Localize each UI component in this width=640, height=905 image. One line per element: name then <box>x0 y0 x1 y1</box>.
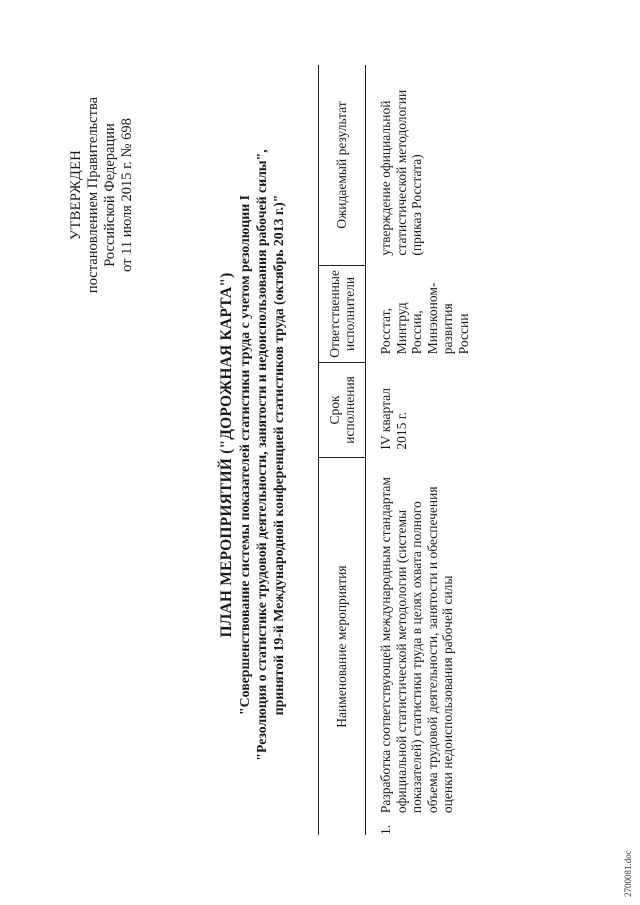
approval-line-2: Российской Федерации <box>102 123 118 267</box>
title-line-2: "Совершенствование системы показателей статистики труда с учетом резолюции I <box>237 195 252 715</box>
approval-stamp <box>68 45 136 345</box>
plan-table <box>318 65 477 835</box>
header-result <box>319 65 366 266</box>
title-line-4: принятой 19-й Международной конференцией статистиков труда (октябрь 2013 г.)" <box>271 194 286 716</box>
header-executors-line-1: Ответственные <box>326 270 342 358</box>
header-name-label: Наименование мероприятия <box>334 565 350 728</box>
header-deadline-line-2: исполнения <box>342 376 357 444</box>
approval-heading: УТВЕРЖДЕН <box>68 149 84 241</box>
title-line-1: ПЛАН МЕРОПРИЯТИЙ ("ДОРОЖНАЯ КАРТА") <box>218 272 235 638</box>
title-line-3: "Резолюция о статистике трудовой деятельности, занятости и недоиспользования рабочей силы", <box>254 149 269 761</box>
row-name: Разработка соответствующей международным стандартам официальной статистической методологии (системы показателей) статистики труда в целях охвата полного объема трудовой деятельности, занятости и обеспечения оценки недоиспользования рабочей силы <box>378 477 455 814</box>
document-code: 2700081.doc <box>623 850 633 897</box>
approval-line-3: от 11 июля 2015 г. № 698 <box>119 118 135 272</box>
header-executors-line-2: исполнители <box>342 276 357 351</box>
row-deadline: IV квартал 2015 г. <box>378 387 409 450</box>
header-result-label: Ожидаемый результат <box>334 101 350 229</box>
row-number: 1. <box>378 824 393 835</box>
table-row <box>366 65 478 835</box>
header-executors <box>319 266 366 363</box>
approval-line-1: постановлением Правительства <box>85 96 101 294</box>
header-deadline <box>319 362 366 457</box>
row-result: утверждение официальной статистической методологии (приказ Росстата) <box>378 89 424 256</box>
table-header-row <box>319 65 366 835</box>
header-name <box>319 458 366 835</box>
header-deadline-line-1: Срок <box>326 395 342 425</box>
row-executors: Росстат, Минтруд России, Минэконом-развития России <box>378 282 471 355</box>
document-title <box>218 105 287 805</box>
